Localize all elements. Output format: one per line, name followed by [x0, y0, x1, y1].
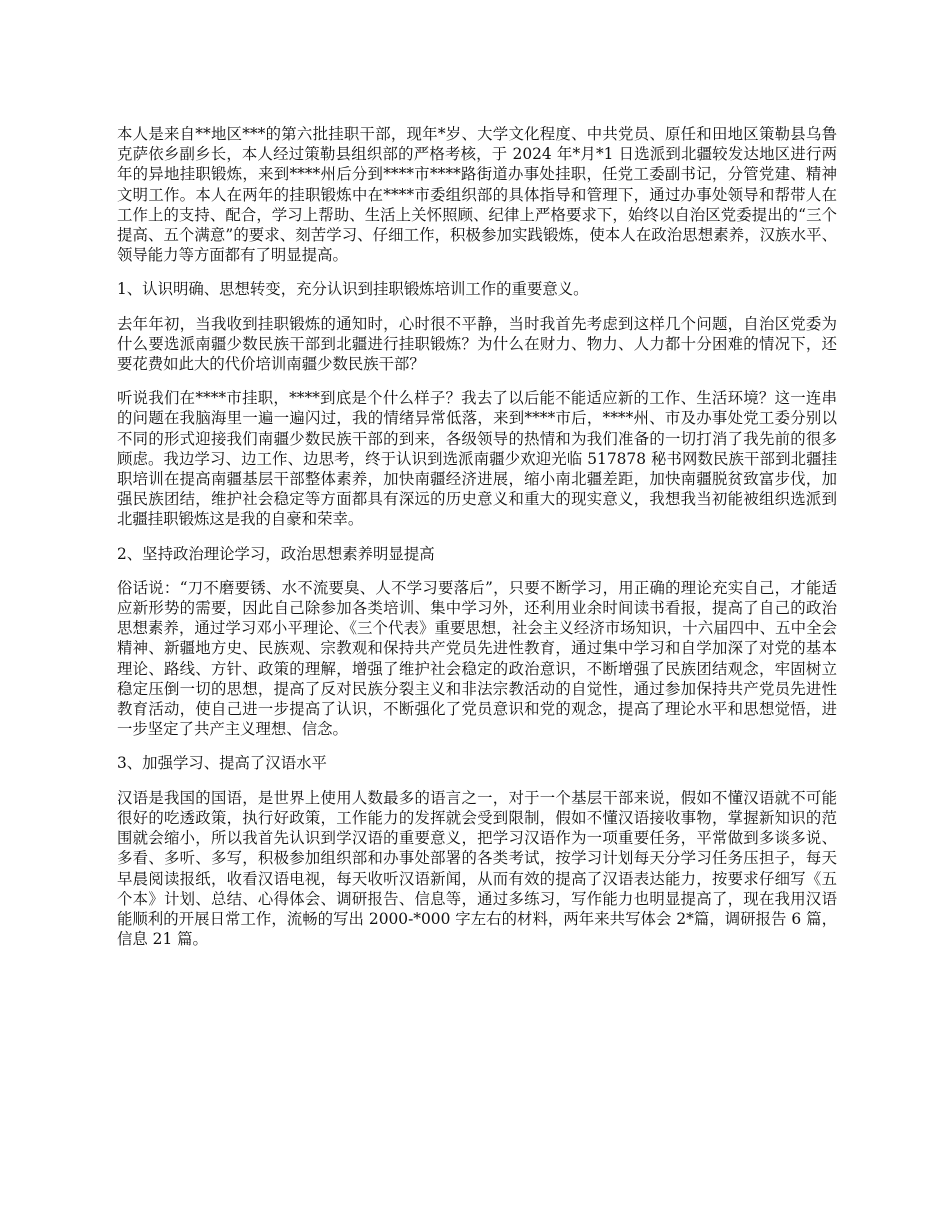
- section-1-paragraph-1: 去年年初，当我收到挂职锻炼的通知时，心时很不平静，当时我首先考虑到这样几个问题，自治区党委为什么要选派南疆少数民族干部到北疆进行挂职锻炼？为什么在财力、物力、人力都十分困难的情况下，还要花费如此大的代价培训南疆少数民族干部？: [117, 314, 837, 374]
- intro-paragraph: 本人是来自**地区***的第六批挂职干部，现年*岁、大学文化程度、中共党员、原任和田地区策勒县乌鲁克萨依乡副乡长，本人经过策勒县组织部的严格考核，于 2024 年*月*1 日选派到北疆较发达地区进行两年的异地挂职锻炼，来到****州后分到****市****路街道办事处挂职，任党工委副书记，分管党建、精神文明工作。本人在两年的挂职锻炼中在****市委组织部的具体指导和管理下，通过办事处领导和帮带人在工作上的支持、配合，学习上帮助、生活上关怀照顾、纪律上严格要求下，始终以自治区党委提出的“三个提高、五个满意”的要求、刻苦学习、仔细工作，积极参加实践锻炼，使本人在政治思想素养，汉族水平、领导能力等方面都有了明显提高。: [117, 125, 837, 265]
- section-heading-2: 2、坚持政治理论学习，政治思想素养明显提高: [117, 544, 435, 563]
- document-body: [117, 124, 837, 963]
- section-3-paragraph: 汉语是我国的国语，是世界上使用人数最多的语言之一，对于一个基层干部来说，假如不懂汉语就不可能很好的吃透政策，执行好政策，工作能力的发挥就会受到限制，假如不懂汉语接收事物，掌握新知识的范围就会缩小，所以我首先认识到学汉语的重要意义，把学习汉语作为一项重要任务，平常做到多谈多说、多看、多听、多写，积极参加组织部和办事处部署的各类考试，按学习计划每天分学习任务压担子，每天早晨阅读报纸，收看汉语电视，每天收听汉语新闻，从而有效的提高了汉语表达能力，按要求仔细写《五个本》计划、总结、心得体会、调研报告、信息等，通过多练习，写作能力也明显提高了，现在我用汉语能顺利的开展日常工作，流畅的写出 2000-*000 字左右的材料，两年来共写体会 2*篇，调研报告 6 篇，信息 21 篇。: [117, 788, 837, 949]
- section-2-paragraph: 俗话说：“刀不磨要锈、水不流要臭、人不学习要落后”，只要不断学习，用正确的理论充实自己，才能适应新形势的需要，因此自己除参加各类培训、集中学习外，还利用业余时间读书看报，提高了自己的政治思想素养，通过学习邓小平理论、《三个代表》重要思想，社会主义经济市场知识，十六届四中、五中全会精神、新疆地方史、民族观、宗教观和保持共产党员先进性教育，通过集中学习和自学加深了对党的基本理论、路线、方针、政策的理解，增强了维护社会稳定的政治意识，不断增强了民族团结观念，牢固树立稳定压倒一切的思想，提高了反对民族分裂主义和非法宗教活动的自觉性，通过参加保持共产党员先进性教育活动，使自己进一步提高了认识，不断强化了党员意识和党的观念，提高了理论水平和思想觉悟，进一步坚定了共产主义理想、信念。: [117, 578, 837, 739]
- section-heading-3: 3、加强学习、提高了汉语水平: [117, 754, 327, 773]
- section-heading-1: 1、认识明确、思想转变，充分认识到挂职锻炼培训工作的重要意义。: [117, 280, 589, 299]
- section-1-paragraph-2: 听说我们在****市挂职，****到底是个什么样子？我去了以后能不能适应新的工作、生活环境？这一连串的问题在我脑海里一遍一遍闪过，我的情绪异常低落，来到****市后，****州、市及办事处党工委分别以不同的形式迎接我们南疆少数民族干部的到来，各级领导的热情和为我们准备的一切打消了我先前的很多顾虑。我边学习、边工作、边思考，终于认识到选派南疆少欢迎光临 517878 秘书网数民族干部到北疆挂职培训在提高南疆基层干部整体素养，加快南疆经济进展，缩小南北疆差距，加快南疆脱贫致富步伐，加强民族团结，维护社会稳定等方面都具有深远的历史意义和重大的现实意义，我想我当初能被组织选派到北疆挂职锻炼这是我的自豪和荣幸。: [117, 389, 837, 529]
